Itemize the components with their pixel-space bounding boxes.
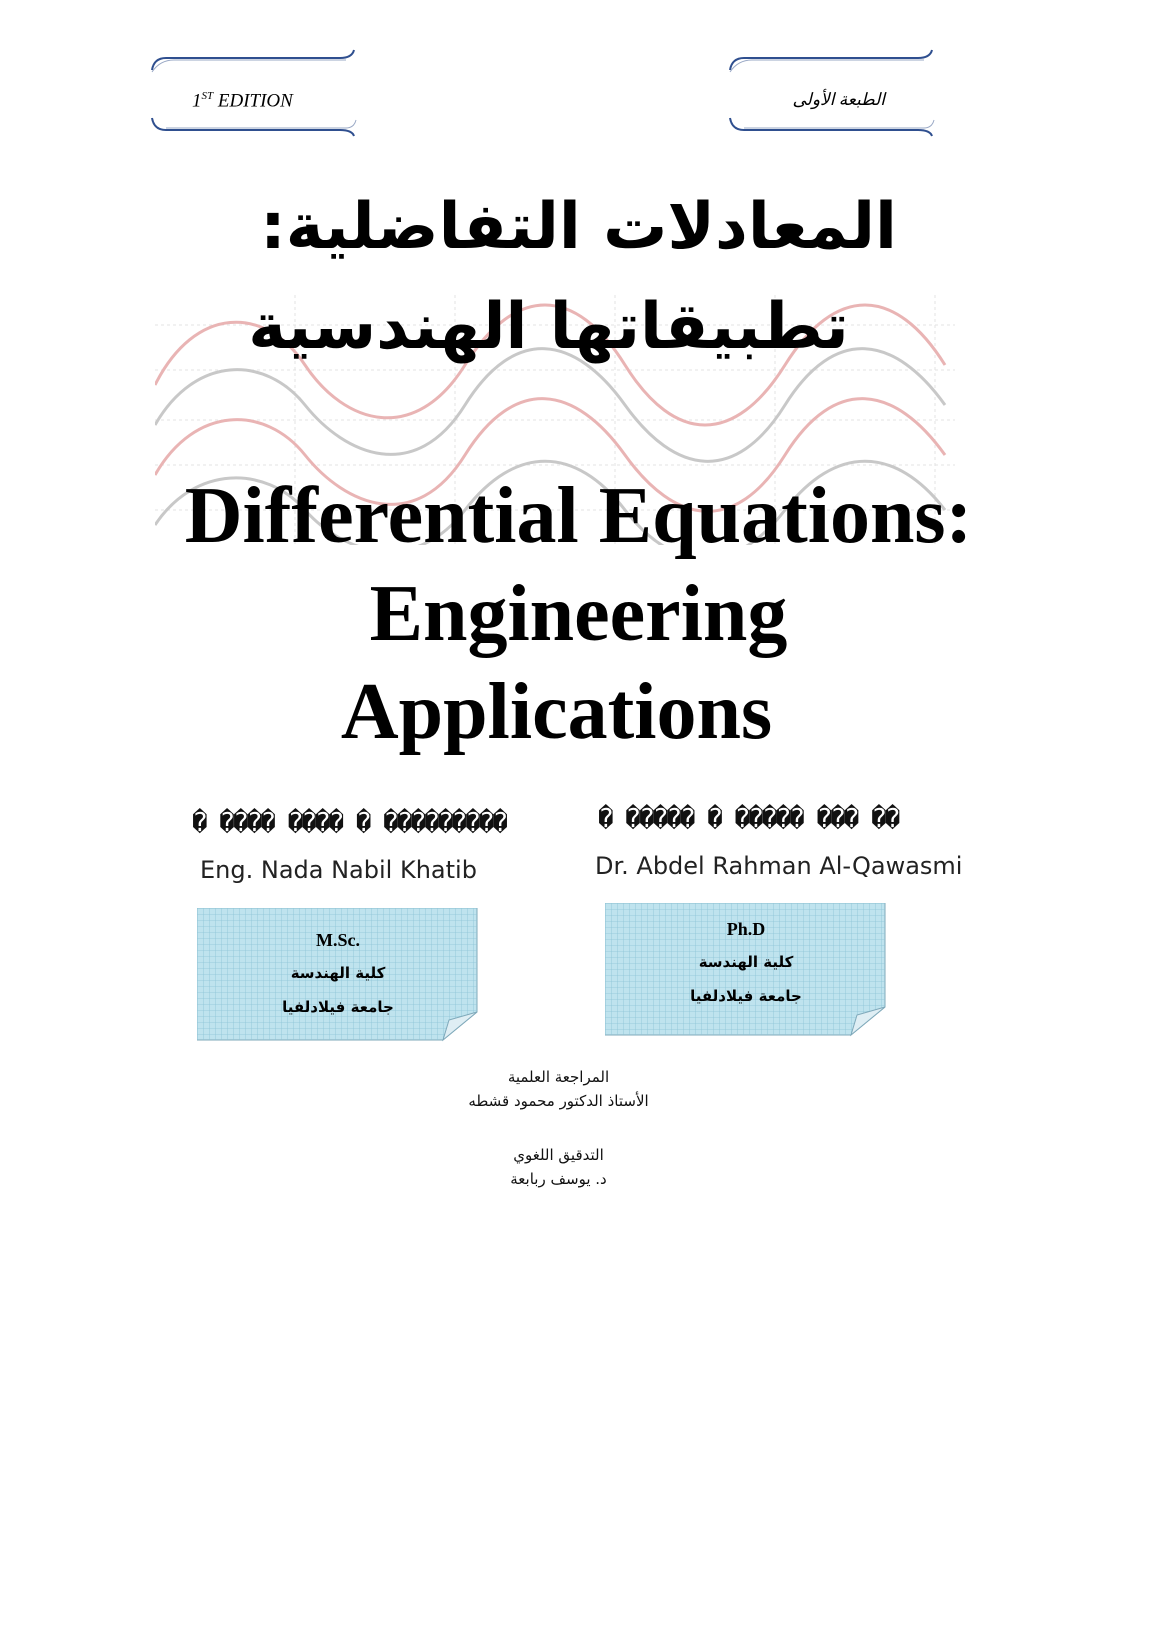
university-label: جامعة فيلادلفيا	[690, 987, 802, 1005]
author-right-garbled-name: � ����� � ����� ��� ��	[598, 804, 899, 834]
faculty-label: كلية الهندسة	[290, 964, 386, 982]
edition-label-english	[150, 48, 365, 138]
scientific-review-label: المراجعة العلمية	[507, 1068, 610, 1086]
proofreading-credit	[0, 1143, 1137, 1191]
english-title-line3: Applications	[340, 668, 773, 756]
faculty-label: كلية الهندسة	[698, 953, 794, 971]
university-label: جامعة فيلادلفيا	[282, 998, 394, 1016]
edition-arabic-text: الطبعة الأولى	[792, 90, 885, 109]
english-title-line2: Engineering	[369, 570, 788, 658]
author-right-name: Dr. Abdel Rahman Al-Qawasmi	[595, 852, 963, 880]
english-title-line1: Differential Equations:	[184, 472, 973, 560]
author-left-affiliation-note	[197, 908, 479, 1042]
edition-label-arabic	[728, 48, 943, 138]
proofreading-label: التدقيق اللغوي	[513, 1146, 604, 1164]
proofreader-name: د. يوسف ربابعة	[510, 1170, 607, 1188]
author-right-affiliation-note	[605, 903, 887, 1037]
scientific-review-credit	[0, 1065, 1137, 1113]
degree-label: M.Sc.	[316, 930, 360, 950]
arabic-title-line2: تطبيقاتها الهندسية	[248, 290, 849, 364]
author-left-garbled-name: � ���� ���� � ���������	[192, 808, 507, 838]
scientific-reviewer-name: الأستاذ الدكتور محمود قشطه	[468, 1092, 649, 1110]
author-left-name: Eng. Nada Nabil Khatib	[200, 856, 477, 884]
degree-label: Ph.D	[726, 919, 766, 939]
edition-english-text: 1ST EDITION	[192, 90, 293, 112]
arabic-title-line1: المعادلات التفاضلية:	[260, 190, 897, 264]
